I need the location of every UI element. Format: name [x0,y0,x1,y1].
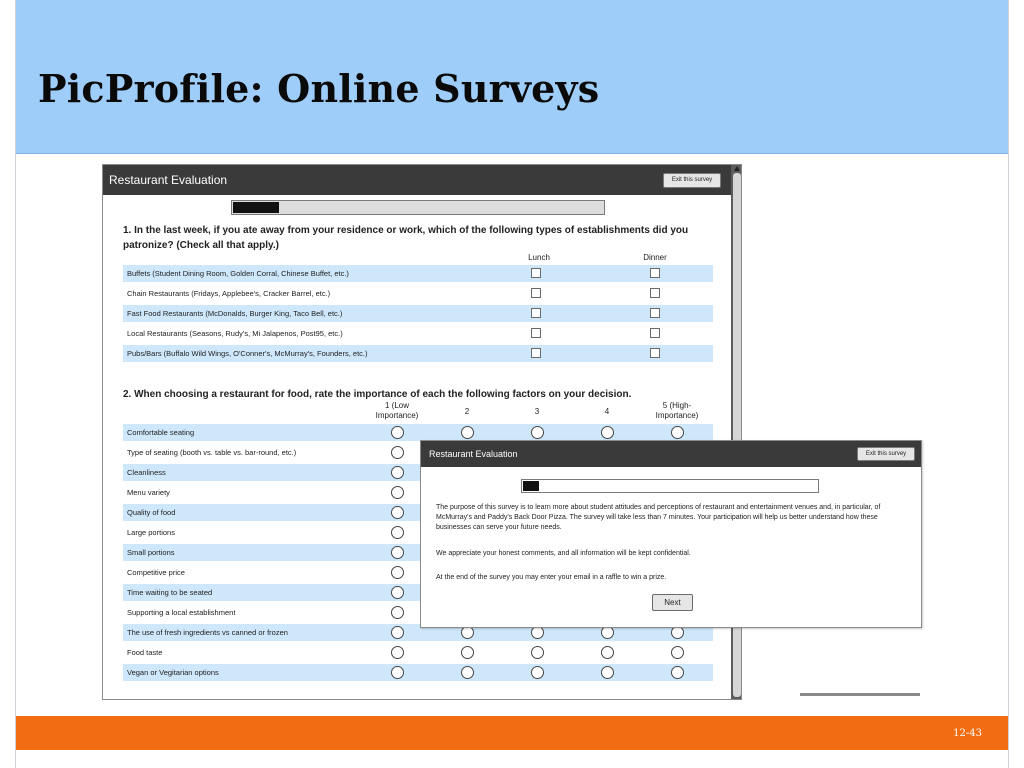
q1-row [123,265,713,282]
intro-paragraph-confidential: We appreciate your honest comments, and all information will be kept confidential. [436,550,691,557]
next-button[interactable]: Next [652,594,693,611]
q2-row-label: Cleanliness [127,468,166,477]
q2-scale-header: 2 [464,407,470,416]
q1-row [123,285,713,302]
dinner-checkbox[interactable] [650,288,660,298]
q2-scale-header: 4 [604,407,610,416]
rating-radio[interactable] [391,626,404,639]
dinner-checkbox[interactable] [650,348,660,358]
q1-row-label: Buffets (Student Dining Room, Golden Corral, Chinese Buffet, etc.) [127,269,349,278]
q1-row [123,325,713,342]
rating-radio[interactable] [391,526,404,539]
q1-row [123,345,713,362]
lunch-checkbox[interactable] [531,328,541,338]
q2-row [123,644,713,661]
rating-radio[interactable] [391,586,404,599]
slide-title: PicProfile: Online Surveys [38,66,600,111]
rating-radio[interactable] [391,466,404,479]
q2-row-label: Type of seating (booth vs. table vs. bar-round, etc.) [127,448,297,457]
rating-radio[interactable] [391,446,404,459]
q1-row [123,305,713,322]
q2-row-label: Small portions [127,548,175,557]
rating-radio[interactable] [671,426,684,439]
rating-radio[interactable] [601,426,614,439]
exit-survey-button[interactable]: Exit this survey [663,173,721,188]
rating-radio[interactable] [461,426,474,439]
intro-progress-bar [521,479,819,493]
rating-radio[interactable] [391,486,404,499]
q2-row-label: Time waiting to be seated [127,588,213,597]
intro-title: Restaurant Evaluation [429,449,518,459]
scroll-up-arrow-icon[interactable] [734,166,740,171]
survey-progress-bar [231,200,605,215]
q2-row-label: The use of fresh ingredients vs canned or frozen [127,628,288,637]
rating-radio[interactable] [671,666,684,679]
q2-row-label: Comfortable seating [127,428,195,437]
q2-row-label: Food taste [127,648,163,657]
partially-hidden-caption-fragment [800,693,920,696]
q2-scale-header: 3 [534,407,540,416]
q2-row [123,424,713,441]
q1-row-label: Fast Food Restaurants (McDonalds, Burger King, Taco Bell, etc.) [127,309,343,318]
lunch-checkbox[interactable] [531,288,541,298]
rating-radio[interactable] [391,666,404,679]
rating-radio[interactable] [391,506,404,519]
page-number: 12-43 [953,728,982,739]
lunch-checkbox[interactable] [531,308,541,318]
dinner-checkbox[interactable] [650,308,660,318]
rating-radio[interactable] [391,566,404,579]
q1-row-label: Local Restaurants (Seasons, Rudy's, Mi Jalapenos, Post95, etc.) [127,329,343,338]
dinner-checkbox[interactable] [650,268,660,278]
rating-radio[interactable] [531,426,544,439]
q2-scale-header: 5 (High-Importance) [655,401,699,420]
lunch-checkbox[interactable] [531,348,541,358]
question-2-text: 2. When choosing a restaurant for food, rate the importance of each the following factors on your decision. [123,389,632,400]
q2-row-label: Supporting a local establishment [127,608,236,617]
q2-scale-header: 1 (Low Importance) [375,401,419,420]
intro-paragraph-purpose: The purpose of this survey is to learn more about student attitudes and perceptions of restaurant and entertainment venues and, in particular, of McMurray's and Paddy's Back Door Pizza. The survey will take less than 7 minutes. Your participation will help us better understand how these businesses can serve your future needs. [436,504,881,531]
survey-intro-window [420,440,922,628]
survey-progress-fill [233,202,279,213]
intro-exit-survey-button[interactable]: Exit this survey [857,447,915,461]
q2-row-label: Quality of food [127,508,176,517]
rating-radio[interactable] [391,606,404,619]
rating-radio[interactable] [461,646,474,659]
q2-row [123,664,713,681]
q2-row-label: Large portions [127,528,175,537]
footer-bar [16,716,1008,750]
q1-row-label: Chain Restaurants (Fridays, Applebee's, Cracker Barrel, etc.) [127,289,331,298]
q1-column-lunch: Lunch [528,253,550,262]
survey-title: Restaurant Evaluation [109,173,228,187]
rating-radio[interactable] [531,646,544,659]
q1-column-dinner: Dinner [643,253,667,262]
question-1-text: 1. In the last week, if you ate away from your residence or work, which of the following types of establishments did you patronize? (Check all that apply.) [123,225,689,251]
rating-radio[interactable] [531,666,544,679]
survey-title-bar [103,165,731,195]
rating-radio[interactable] [391,426,404,439]
intro-progress-fill [523,481,539,491]
q2-row-label: Menu variety [127,488,170,497]
q1-row-label: Pubs/Bars (Buffalo Wild Wings, O'Conner's, McMurray's, Founders, etc.) [127,349,368,358]
lunch-checkbox[interactable] [531,268,541,278]
rating-radio[interactable] [601,666,614,679]
intro-title-bar [421,441,921,467]
rating-radio[interactable] [391,646,404,659]
rating-radio[interactable] [671,646,684,659]
q2-row-label: Vegan or Vegitarian options [127,668,219,677]
intro-paragraph-raffle: At the end of the survey you may enter your email in a raffle to win a prize. [436,574,667,581]
rating-radio[interactable] [391,546,404,559]
rating-radio[interactable] [601,646,614,659]
dinner-checkbox[interactable] [650,328,660,338]
rating-radio[interactable] [461,666,474,679]
q2-row-label: Competitive price [127,568,185,577]
